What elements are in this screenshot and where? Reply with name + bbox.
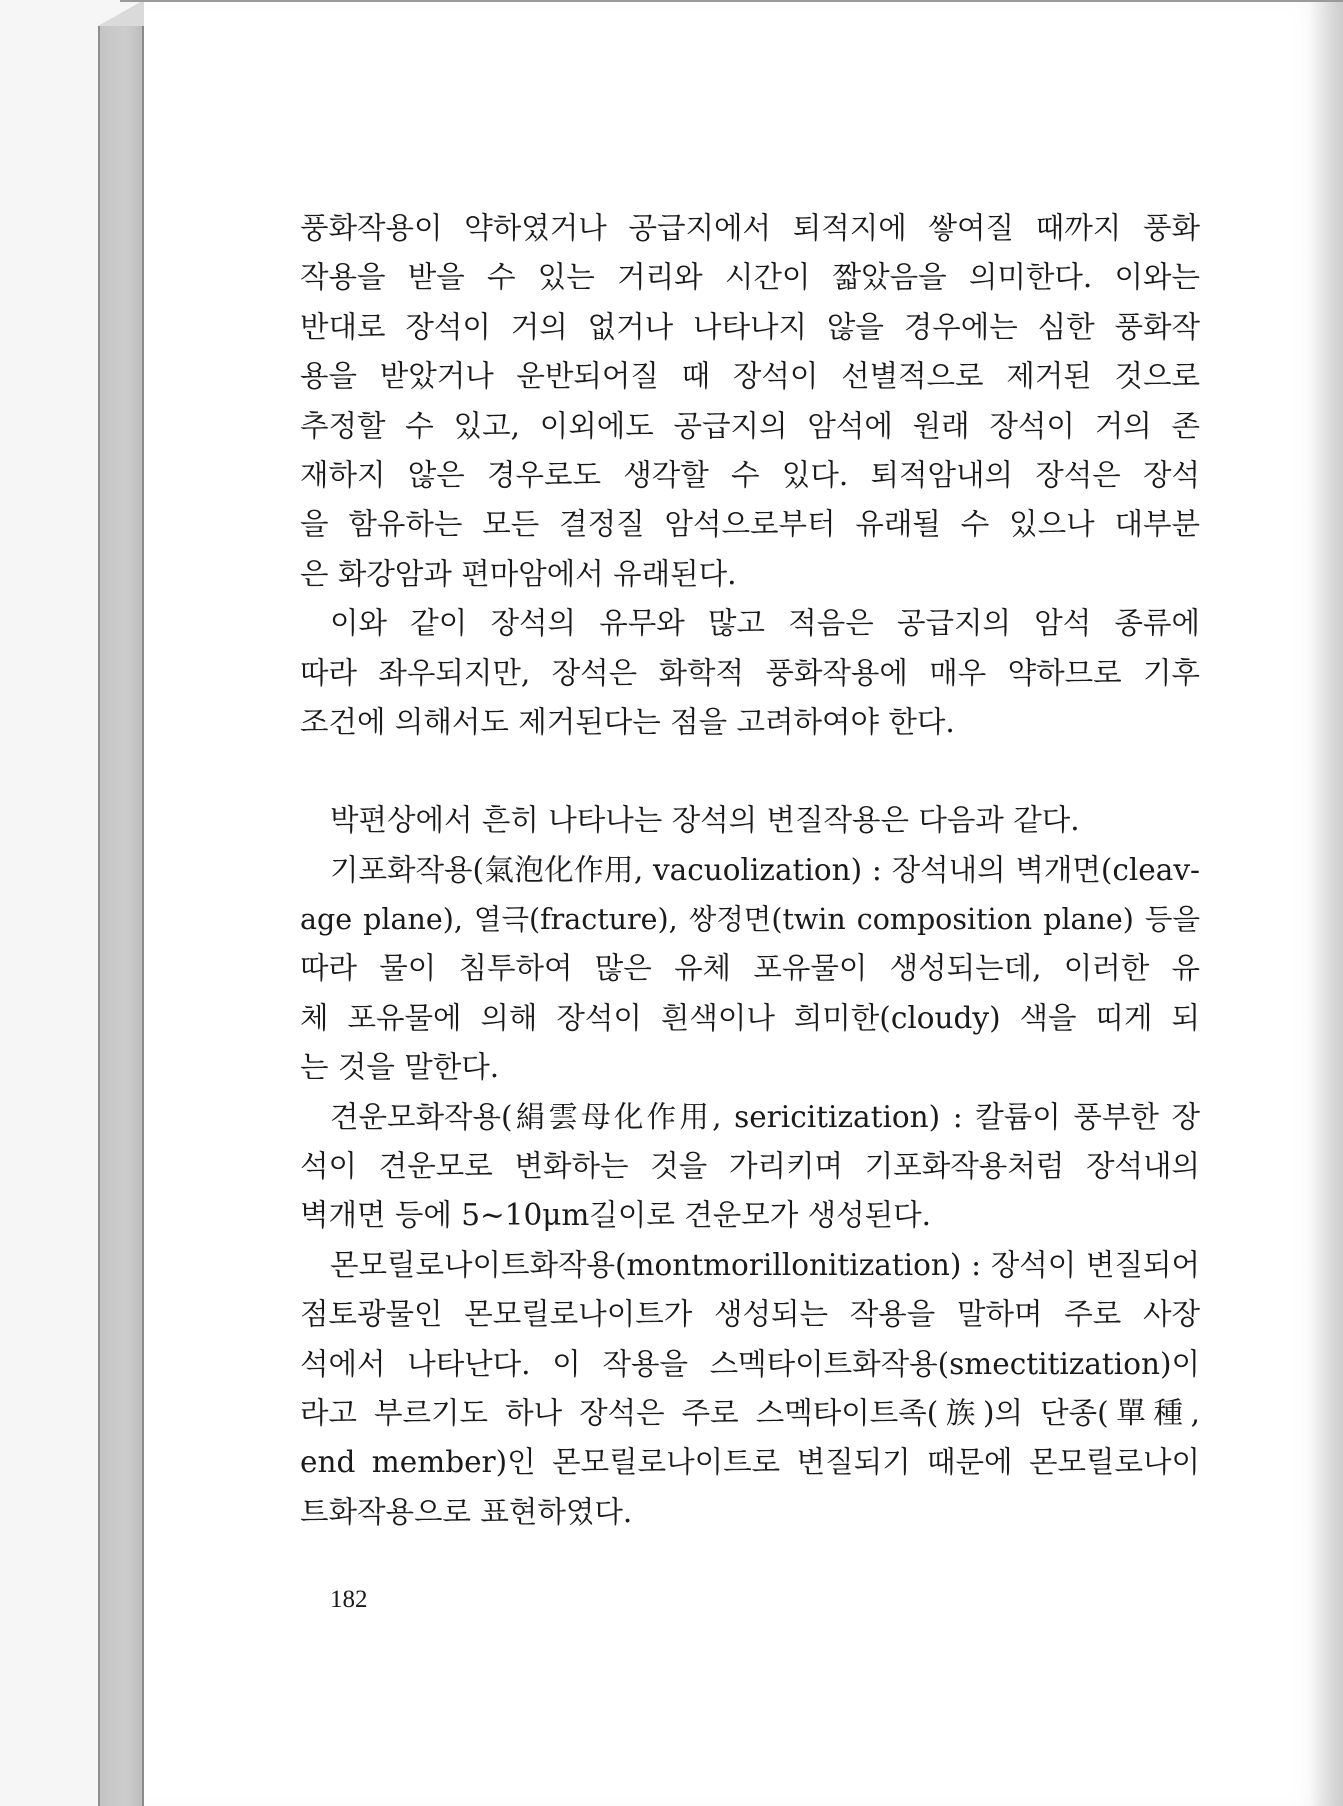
text-line: 석이 견운모로 변화하는 것을 가리키며 기포화작용처럼 장석내의 <box>300 1149 1200 1184</box>
text-line: 추정할 수 있고, 이외에도 공급지의 암석에 원래 장석이 거의 존 <box>300 408 1200 443</box>
text-line: 점토광물인 몬모릴로나이트가 생성되는 작용을 말하며 주로 사장 <box>300 1297 1200 1332</box>
text-line: age plane), 열극(fracture), 쌍정면(twin composition plane) 등을 <box>300 903 1200 937</box>
text-line: 따라 물이 침투하여 많은 유체 포유물이 생성되는데, 이러한 유 <box>300 951 1200 986</box>
text-line: 용을 받았거나 운반되어질 때 장석이 선별적으로 제거된 것으로 <box>300 359 1200 394</box>
text-line: 풍화작용이 약하였거나 공급지에서 퇴적지에 쌓여질 때까지 풍화 <box>300 211 1200 245</box>
text-line: 재하지 않은 경우로도 생각할 수 있다. 퇴적암내의 장석은 장석 <box>300 457 1200 492</box>
book-top-edge <box>98 0 144 26</box>
text-line: 라고 부르기도 하나 장석은 주로 스멕타이트족(族)의 단종(單種, <box>300 1395 1200 1430</box>
text-line: 작용을 받을 수 있는 거리와 시간이 짧았음을 의미한다. 이와는 <box>300 260 1200 295</box>
page-edge-shadow <box>1309 2 1343 1806</box>
text-line: 조건에 의해서도 제거된다는 점을 고려하여야 한다. <box>300 704 955 739</box>
body-text <box>300 204 1200 1537</box>
text-line: 벽개면 등에 5~10μm길이로 견운모가 생성된다. <box>300 1198 932 1233</box>
text-line: 반대로 장석이 거의 없거나 나타나지 않을 경우에는 심한 풍화작 <box>300 309 1200 344</box>
book-page <box>144 2 1343 1806</box>
text-line: 견운모화작용(絹雲母化作用, sericitization) : 칼륨이 풍부한 장 <box>330 1099 1200 1134</box>
text-line: 은 화강암과 편마암에서 유래된다. <box>300 556 737 591</box>
text-line: 석에서 나타난다. 이 작용을 스멕타이트화작용(smectitization)이 <box>300 1346 1200 1381</box>
text-line: 이와 같이 장석의 유무와 많고 적음은 공급지의 암석 종류에 <box>330 606 1200 641</box>
text-line: 체 포유물에 의해 장석이 흰색이나 희미한(cloudy) 색을 띠게 되 <box>300 1000 1200 1035</box>
text-line: 몬모릴로나이트화작용(montmorillonitization) : 장석이 변질되어 <box>330 1247 1200 1282</box>
text-line: 따라 좌우되지만, 장석은 화학적 풍화작용에 매우 약하므로 기후 <box>300 655 1200 690</box>
text-line: 박편상에서 흔히 나타나는 장석의 변질작용은 다음과 같다. <box>330 803 1080 838</box>
paragraph-gap <box>300 747 1200 796</box>
page-number: 182 <box>330 1586 368 1613</box>
book-spine <box>98 26 144 1806</box>
text-line: 는 것을 말한다. <box>300 1050 500 1085</box>
text-line: 기포화작용(氣泡化作用, vacuolization) : 장석내의 벽개면(cleav- <box>330 852 1200 887</box>
text-line: end member)인 몬모릴로나이트로 변질되기 때문에 몬모릴로나이 <box>300 1445 1200 1480</box>
text-line: 을 함유하는 모든 결정질 암석으로부터 유래될 수 있으나 대부분 <box>300 507 1200 542</box>
text-line: 트화작용으로 표현하였다. <box>300 1494 633 1529</box>
